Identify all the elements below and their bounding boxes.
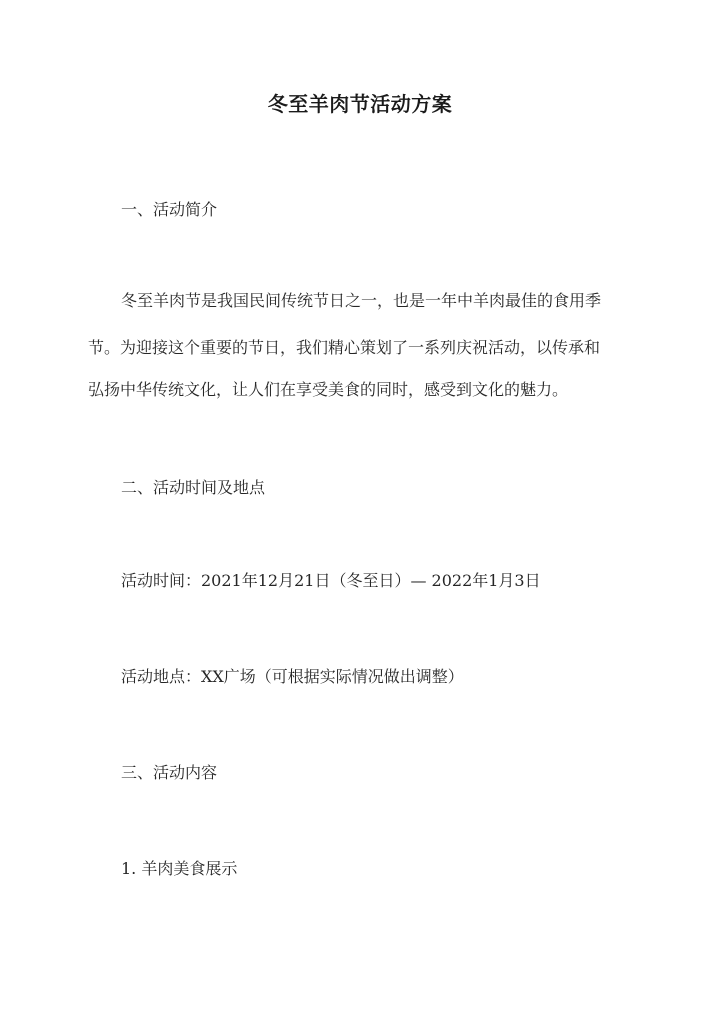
section-heading-content: 三、活动内容: [121, 763, 218, 782]
event-time: 活动时间：2021年12月21日（冬至日）— 2022年1月3日: [121, 571, 541, 590]
intro-paragraph-line-1: 冬至羊肉节是我国民间传统节日之一，也是一年中羊肉最佳的食用季: [121, 291, 602, 310]
intro-paragraph-line-2: 节。为迎接这个重要的节日，我们精心策划了一系列庆祝活动，以传承和: [88, 338, 601, 357]
event-place: 活动地点：XX广场（可根据实际情况做出调整）: [121, 667, 464, 686]
content-item-1: 1. 羊肉美食展示: [121, 859, 238, 878]
section-heading-time-place: 二、活动时间及地点: [121, 478, 266, 497]
intro-paragraph-line-3: 弘扬中华传统文化，让人们在享受美食的同时，感受到文化的魅力。: [88, 380, 569, 399]
document-title: 冬至羊肉节活动方案: [267, 92, 453, 116]
section-heading-intro: 一、活动简介: [121, 200, 218, 219]
